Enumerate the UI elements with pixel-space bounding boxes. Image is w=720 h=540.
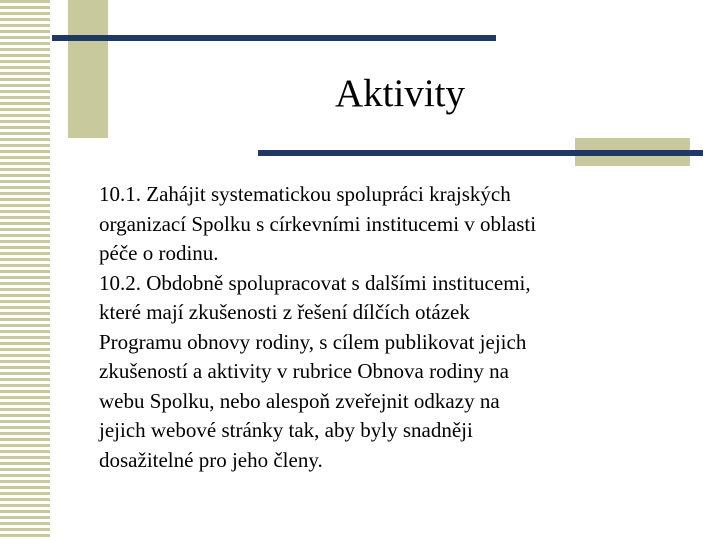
slide-title: Aktivity [334,72,465,115]
decorative-block-top [68,0,108,138]
paragraph-10-2: 10.2. Obdobně spolupracovat s dalšími institucemi, které mají zkušenosti z řešení dílčích otázek Programu obnovy rodiny, s cílem publikovat jejich zkušeností a aktivity v rubrice Obnova rodiny na webu Spolku, nebo alespoň zveřejnit odkazy na jejich webové stránky tak, aby byly snadněji dosažitelné pro jeho členy. [99,270,531,472]
paragraph-10-1: 10.1. Zahájit systematickou spolupráci krajských organizací Spolku s církevními institucemi v oblasti péče o rodinu. [99,182,537,265]
decorative-stripes [0,0,52,540]
title-rule-bottom [258,150,703,156]
slide-body [99,180,699,475]
title-rule-top [52,35,496,41]
